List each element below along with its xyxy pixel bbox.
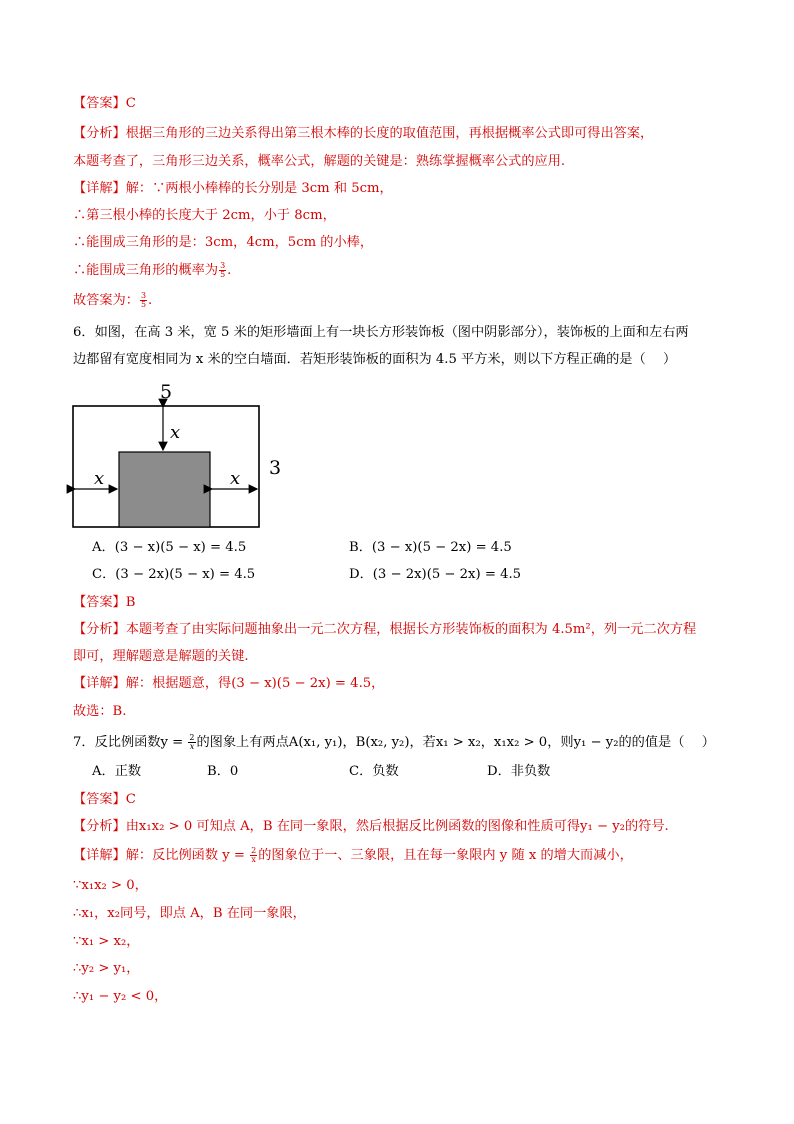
q5-final-fraction-numerator: 3 <box>140 291 147 300</box>
q7-fraction-numerator: 2 <box>189 733 195 742</box>
q5-detail-line-1: 【详解】解：∵两根小棒棒的长分别是 3cm 和 5cm， <box>73 181 393 196</box>
q7-detail-fraction-numerator: 2 <box>251 846 257 855</box>
q7-detail-1-prefix: 【详解】解：反比例函数 y = <box>73 848 250 863</box>
wall-width-label: 5 <box>159 381 173 403</box>
q7-detail-line-6: ∴y₁ − y₂ < 0， <box>73 989 168 1004</box>
q5-analysis-line-2: 本题考查了，三角形三边关系，概率公式，解题的关键是：熟练掌握概率公式的应用. <box>73 154 566 169</box>
q7-option-d: D．非负数 <box>487 764 551 779</box>
q7-fraction-denominator: x <box>189 742 195 751</box>
q6-analysis-line-1: 【分析】本题考查了由实际问题抽象出一元二次方程，根据长方形装饰板的面积为 4.5m²，列一元二次方程 <box>73 622 697 637</box>
q5-final-prefix: 故答案为： <box>73 293 139 308</box>
q7-detail-1-suffix: 的图象位于一、三象限，且在每一象限内 y 随 x 的增大而减小， <box>258 848 633 863</box>
q5-final-fraction <box>140 292 147 309</box>
q5-answer: 【答案】C <box>73 96 136 111</box>
q7-function-fraction <box>188 734 195 751</box>
wall-height-label: 3 <box>269 457 282 479</box>
q5-detail-4-suffix: . <box>227 263 232 278</box>
q6-option-d: D．(3 − 2x)(5 − 2x) = 4.5 <box>349 567 522 582</box>
q7-answer: 【答案】C <box>73 792 136 807</box>
q6-wall-diagram <box>60 378 290 530</box>
q6-stem-line-1: 6．如图，在高 3 米，宽 5 米的矩形墙面上有一块长方形装饰板（图中阴影部分），装饰板的上面和左右两 <box>73 325 689 340</box>
q5-detail-4-prefix: ∴能围成三角形的概率为 <box>73 263 219 278</box>
q6-stem-line-2: 边都留有宽度相同为 x 米的空白墙面．若矩形装饰板的面积为 4.5 平方米，则以下方程正确的是（ ） <box>73 352 677 367</box>
q6-option-a: A．(3 − x)(5 − x) = 4.5 <box>92 540 247 555</box>
q7-detail-fraction <box>250 847 257 864</box>
q7-option-a: A．正数 <box>92 764 142 779</box>
q7-stem-prefix: 7．反比例函数y = <box>73 735 188 750</box>
q7-analysis-line-1: 【分析】由x₁x₂ > 0 可知点 A，B 在同一象限，然后根据反比例函数的图像和性质可得y₁ − y₂的符号. <box>73 819 669 834</box>
q6-analysis-line-2: 即可，理解题意是解题的关键. <box>73 649 249 664</box>
decorative-panel <box>119 452 210 527</box>
q7-option-c: C．负数 <box>349 764 399 779</box>
q6-final-answer: 故选：B. <box>73 704 127 719</box>
q6-option-c: C．(3 − 2x)(5 − x) = 4.5 <box>92 567 256 582</box>
q5-probability-fraction <box>219 262 226 279</box>
q5-final-suffix: . <box>148 293 153 308</box>
q5-analysis-line-1: 【分析】根据三角形的三边关系得出第三根木棒的长度的取值范围，再根据概率公式即可得出答案， <box>73 126 654 141</box>
top-gap-label: x <box>170 422 181 443</box>
q7-detail-line-2: ∵x₁x₂ > 0， <box>73 878 148 893</box>
q7-stem <box>73 734 715 752</box>
q7-detail-line-3: ∴x₁，x₂同号，即点 A，B 在同一象限， <box>73 906 306 921</box>
q6-option-b: B．(3 − x)(5 − 2x) = 4.5 <box>349 540 512 555</box>
q5-final-fraction-denominator: 5 <box>140 300 147 309</box>
q5-fraction-numerator: 3 <box>220 261 226 270</box>
q7-detail-line-4: ∵x₁ > x₂， <box>73 934 140 949</box>
right-gap-label: x <box>230 468 241 489</box>
q6-detail-line-1: 【详解】解：根据题意，得(3 − x)(5 − 2x) = 4.5， <box>73 676 385 691</box>
q7-detail-line-5: ∴y₂ > y₁， <box>73 961 140 976</box>
left-gap-label: x <box>94 468 105 489</box>
q7-detail-fraction-denominator: x <box>251 855 256 864</box>
q7-detail-line-1 <box>73 847 633 865</box>
q7-option-b: B．0 <box>207 764 239 779</box>
q5-detail-line-3: ∴能围成三角形的是：3cm，4cm，5cm 的小棒， <box>73 235 374 250</box>
q6-answer: 【答案】B <box>73 595 136 610</box>
q7-stem-suffix: 的图象上有两点A(x₁, y₁)，B(x₂, y₂)，若x₁ > x₂，x₁x₂ > 0，则y₁ − y₂的的值是（ ） <box>196 735 715 750</box>
q5-final-answer <box>73 292 152 310</box>
q5-detail-line-2: ∴第三根小棒的长度大于 2cm，小于 8cm， <box>73 208 336 223</box>
q5-fraction-denominator: 5 <box>220 270 226 279</box>
q5-detail-line-4 <box>73 262 231 280</box>
